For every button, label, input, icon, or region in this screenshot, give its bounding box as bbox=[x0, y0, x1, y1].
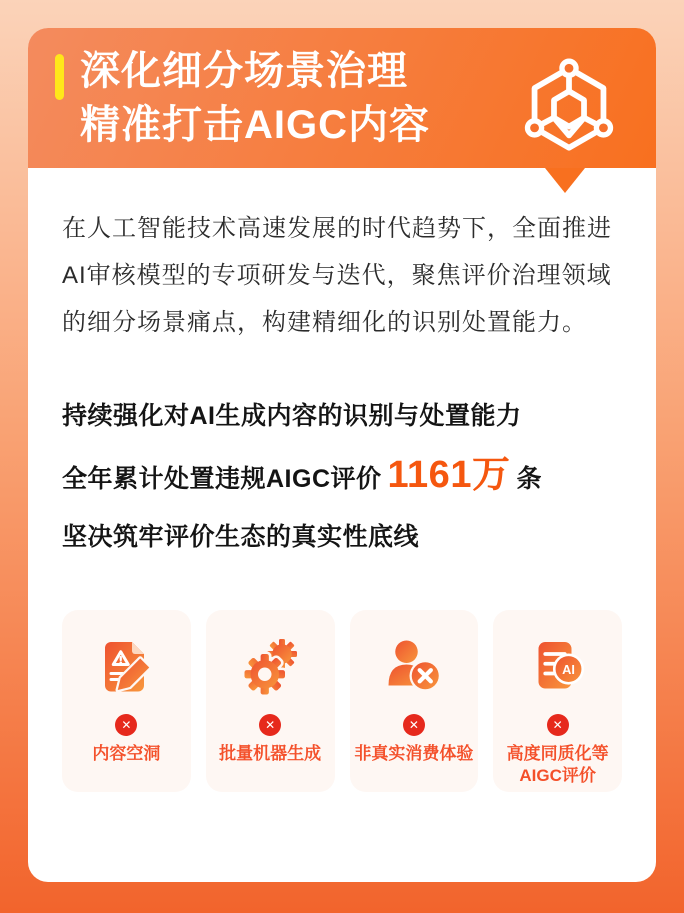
card-machine-generated bbox=[206, 610, 335, 792]
svg-text:AI: AI bbox=[561, 661, 575, 677]
highlight-line3: 坚决筑牢评价生态的真实性底线 bbox=[62, 523, 420, 551]
document-ai-icon bbox=[522, 630, 594, 702]
card-label: 内容空洞 bbox=[92, 744, 161, 763]
poster-card bbox=[28, 28, 656, 882]
x-circle-badge: ✕ bbox=[403, 714, 425, 736]
violation-cards bbox=[62, 610, 622, 792]
aigc-count-number: 1161万 bbox=[387, 454, 511, 496]
card-content-hollow bbox=[62, 610, 191, 792]
hexagon-network-icon bbox=[516, 54, 622, 162]
card-aigc-homogeneous bbox=[493, 610, 622, 792]
highlight-line2 bbox=[62, 456, 622, 498]
page-title-line2: 精准打击AIGC内容 bbox=[80, 103, 430, 147]
highlight-line2-suffix: 条 bbox=[516, 465, 542, 493]
intro-paragraph: 在人工智能技术高速发展的时代趋势下，全面推进AI审核模型的专项研发与迭代，聚焦评价治理领域的细分场景痛点，构建精细化的识别处置能力。 bbox=[62, 215, 612, 336]
user-x-icon bbox=[378, 630, 450, 702]
card-label-line2: AIGC评价 bbox=[519, 766, 596, 785]
document-warning-pencil-icon bbox=[90, 630, 162, 702]
highlight-line2-prefix: 全年累计处置违规AIGC评价 bbox=[62, 465, 382, 493]
accent-bar bbox=[55, 54, 64, 100]
card-label-line1: 高度同质化等 bbox=[506, 744, 609, 763]
x-circle-badge: ✕ bbox=[115, 714, 137, 736]
page-title-line1: 深化细分场景治理 bbox=[80, 49, 408, 93]
card-fake-experience bbox=[350, 610, 479, 792]
x-circle-badge: ✕ bbox=[259, 714, 281, 736]
highlights-section bbox=[62, 398, 622, 556]
header-banner bbox=[28, 28, 656, 168]
card-label: 非真实消费体验 bbox=[354, 744, 474, 763]
highlight-line1: 持续强化对AI生成内容的识别与处置能力 bbox=[62, 402, 522, 430]
content-area bbox=[62, 168, 622, 577]
gears-icon bbox=[234, 630, 306, 702]
card-label: 批量机器生成 bbox=[219, 744, 322, 763]
x-circle-badge: ✕ bbox=[547, 714, 569, 736]
page-title bbox=[80, 44, 430, 152]
